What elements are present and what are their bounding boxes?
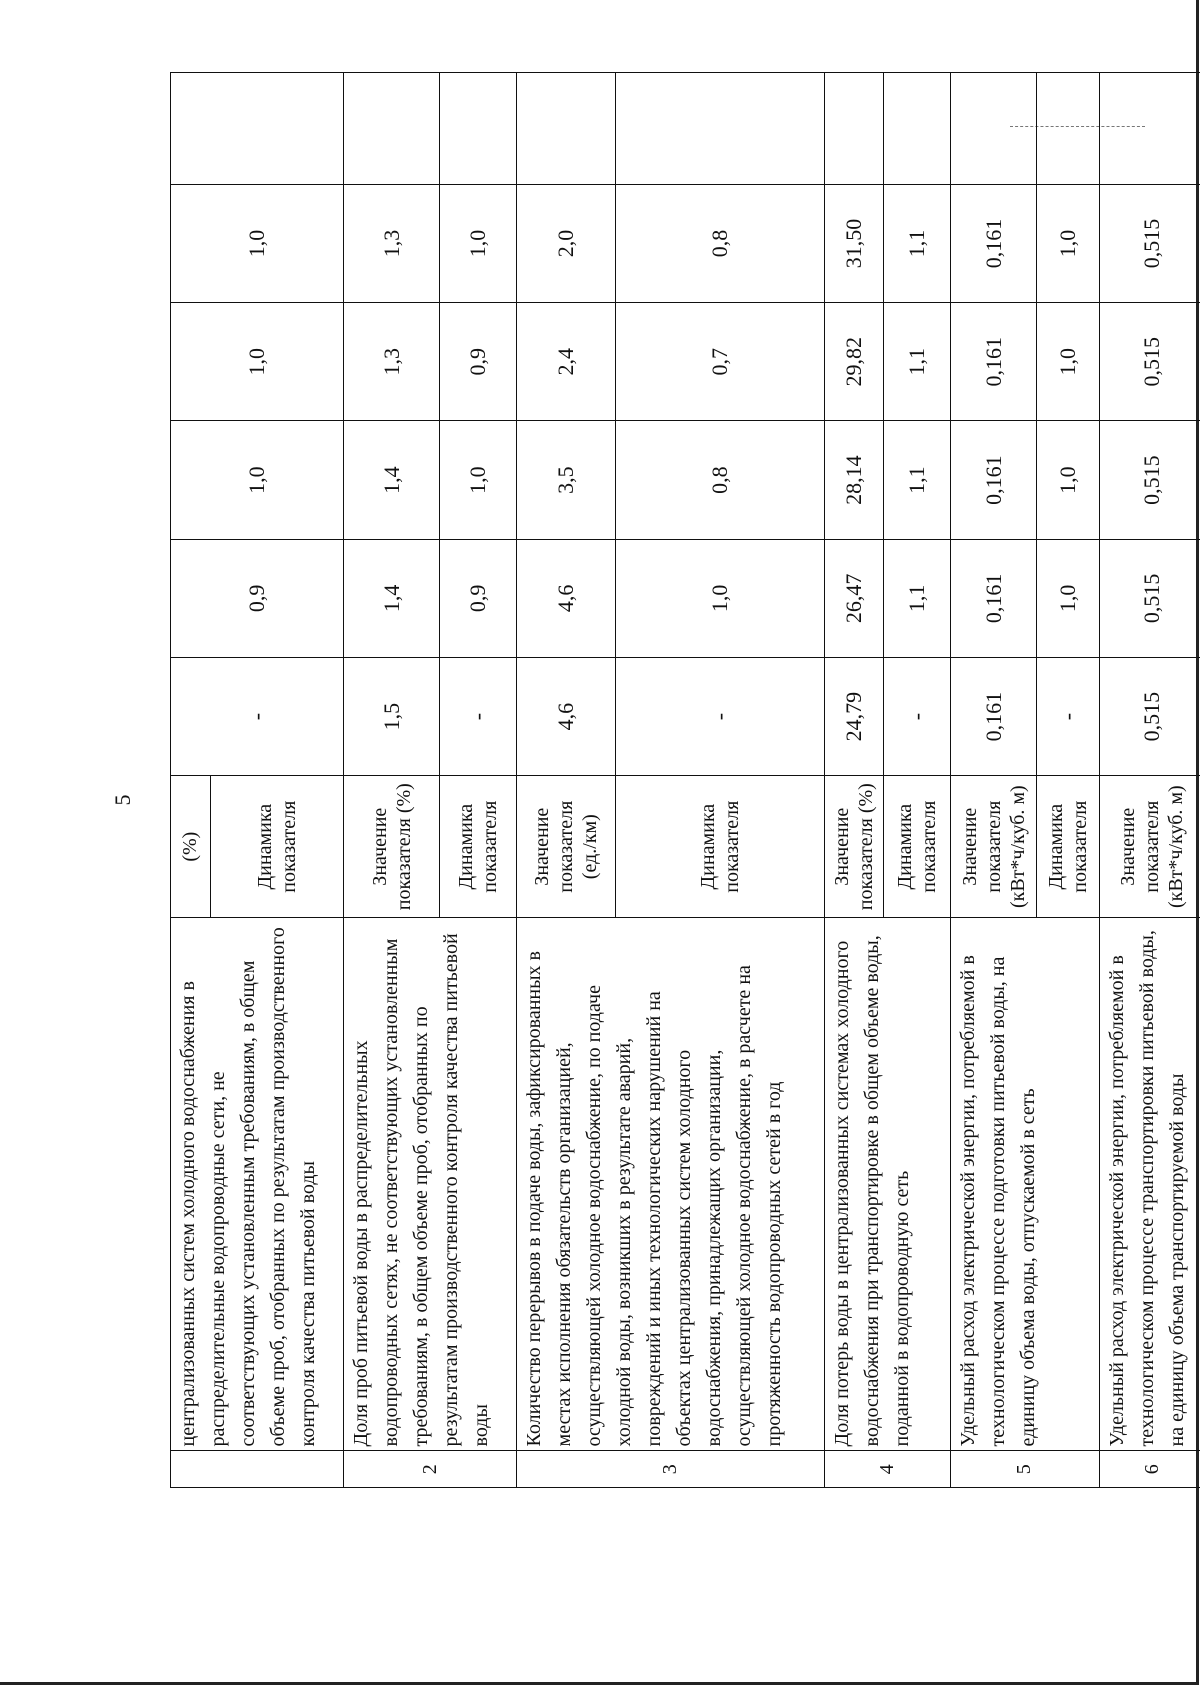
value-4: 1,3 xyxy=(344,303,440,421)
value-2: 0,9 xyxy=(440,539,517,657)
value-3: 1,1 xyxy=(884,421,951,539)
indicator-dynamics: Динамика показателя xyxy=(440,776,517,918)
rotated-table-wrapper xyxy=(170,72,1200,1488)
indicator-unit: Значение показателя (%) xyxy=(344,776,440,918)
indicator-name: Доля потерь воды в централизованных системах холодного водоснабжения при транспортировке в общем объеме воды, поданной в водопроводную сеть xyxy=(824,918,950,1451)
value-5: 31,50 xyxy=(824,184,883,302)
indicator-unit: Значение показателя (кВт*ч/куб. м) xyxy=(951,776,1037,918)
value-4: 1,1 xyxy=(884,303,951,421)
value-6 xyxy=(616,73,824,185)
value-4: 0,515 xyxy=(1099,303,1200,421)
indicator-unit: Значение показателя (кВт*ч/куб. м) xyxy=(1099,776,1200,918)
value-5: 1,3 xyxy=(344,184,440,302)
value-6 xyxy=(344,73,440,185)
value-2: 1,4 xyxy=(344,539,440,657)
value-3: 1,4 xyxy=(344,421,440,539)
value-2: 0,161 xyxy=(951,539,1037,657)
indicators-table xyxy=(170,72,1200,1488)
value-2: 1,0 xyxy=(1037,539,1100,657)
value-2: 4,6 xyxy=(517,539,616,657)
value-4: 1,0 xyxy=(171,303,344,421)
value-2: 0,9 xyxy=(171,539,344,657)
indicator-unit: (%) xyxy=(171,776,211,918)
value-2: 1,0 xyxy=(616,539,824,657)
value-3: 28,14 xyxy=(824,421,883,539)
value-4: 2,4 xyxy=(517,303,616,421)
indicator-unit: Значение показателя (ед./км) xyxy=(517,776,616,918)
value-2: 26,47 xyxy=(824,539,883,657)
value-3: 1,0 xyxy=(440,421,517,539)
indicator-name: Удельный расход электрической энергии, потребляемой в технологическом процессе транспортировки питьевой воды, на единицу объема транспортируемой воды xyxy=(1099,918,1200,1451)
table-row xyxy=(951,73,1037,1488)
value-5: 2,0 xyxy=(517,184,616,302)
value-3: 0,161 xyxy=(951,421,1037,539)
indicator-name: Количество перерывов в подаче воды, зафиксированных в местах исполнения обязательств организацией, осуществляющей холодное водоснабжение, по подаче холодной воды, возникших в результате аварий, повреждений и иных технологических нарушений на объектах централизованных систем холодного водоснабжения, принадлежащих организации, осуществляющей холодное водоснабжение, в расчете на протяженность водопроводных сетей в год xyxy=(517,918,824,1451)
indicator-name: Доля проб питьевой воды в распределительных водопроводных сетях, не соответствующих установленным требованиям, в общем объеме проб, отобранных по результатам производственного контроля качества питьевой воды xyxy=(344,918,517,1451)
value-2: 1,1 xyxy=(884,539,951,657)
value-1: - xyxy=(1037,657,1100,775)
value-6 xyxy=(440,73,517,185)
value-1: - xyxy=(616,657,824,775)
table-row xyxy=(1099,73,1200,1488)
value-3: 1,0 xyxy=(171,421,344,539)
indicator-unit: Значение показателя (%) xyxy=(824,776,883,918)
value-3: 1,0 xyxy=(1037,421,1100,539)
value-5: 0,161 xyxy=(951,184,1037,302)
value-6 xyxy=(824,73,883,185)
indicator-dynamics: Динамика показателя xyxy=(210,776,343,918)
indicator-dynamics: Динамика показателя xyxy=(1037,776,1100,918)
row-number: 2 xyxy=(344,1451,517,1488)
value-5: 1,0 xyxy=(1037,184,1100,302)
row-number: 3 xyxy=(517,1451,824,1488)
value-6 xyxy=(884,73,951,185)
value-1: 0,161 xyxy=(951,657,1037,775)
value-6 xyxy=(171,73,344,185)
value-5: 0,515 xyxy=(1099,184,1200,302)
indicator-dynamics: Динамика показателя xyxy=(616,776,824,918)
value-3: 0,8 xyxy=(616,421,824,539)
table-row xyxy=(517,73,616,1488)
value-3: 0,515 xyxy=(1099,421,1200,539)
page-number: 5 xyxy=(110,794,135,806)
value-6 xyxy=(1037,73,1100,185)
value-6 xyxy=(1099,73,1200,185)
value-5: 0,8 xyxy=(616,184,824,302)
value-5: 1,0 xyxy=(171,184,344,302)
value-3: 3,5 xyxy=(517,421,616,539)
value-2: 0,515 xyxy=(1099,539,1200,657)
value-5: 1,1 xyxy=(884,184,951,302)
value-1: 1,5 xyxy=(344,657,440,775)
value-4: 29,82 xyxy=(824,303,883,421)
value-4: 1,0 xyxy=(1037,303,1100,421)
row-number: 6 xyxy=(1099,1451,1200,1488)
indicator-dynamics: Динамика показателя xyxy=(884,776,951,918)
value-1: 24,79 xyxy=(824,657,883,775)
value-4: 0,161 xyxy=(951,303,1037,421)
value-1: - xyxy=(884,657,951,775)
indicator-name: централизованных систем холодного водоснабжения в распределительные водопроводные сети, не соответствующих установленным требованиям, в общем объеме проб, отобранных по результатам производственного контроля качества питьевой воды xyxy=(171,918,344,1451)
table-row xyxy=(344,73,440,1488)
value-1: 0,515 xyxy=(1099,657,1200,775)
indicator-name: Удельный расход электрической энергии, потребляемой в технологическом процессе подготовки питьевой воды, на единицу объема воды, отпускаемой в сеть xyxy=(951,918,1100,1451)
value-6 xyxy=(517,73,616,185)
row-number: 4 xyxy=(824,1451,950,1488)
value-4: 0,7 xyxy=(616,303,824,421)
value-5: 1,0 xyxy=(440,184,517,302)
value-6 xyxy=(951,73,1037,185)
row-number xyxy=(171,1451,344,1488)
value-1: - xyxy=(440,657,517,775)
value-1: 4,6 xyxy=(517,657,616,775)
value-4: 0,9 xyxy=(440,303,517,421)
row-number: 5 xyxy=(951,1451,1100,1488)
table-row xyxy=(171,73,211,1488)
table-row xyxy=(824,73,883,1488)
value-1: - xyxy=(171,657,344,775)
